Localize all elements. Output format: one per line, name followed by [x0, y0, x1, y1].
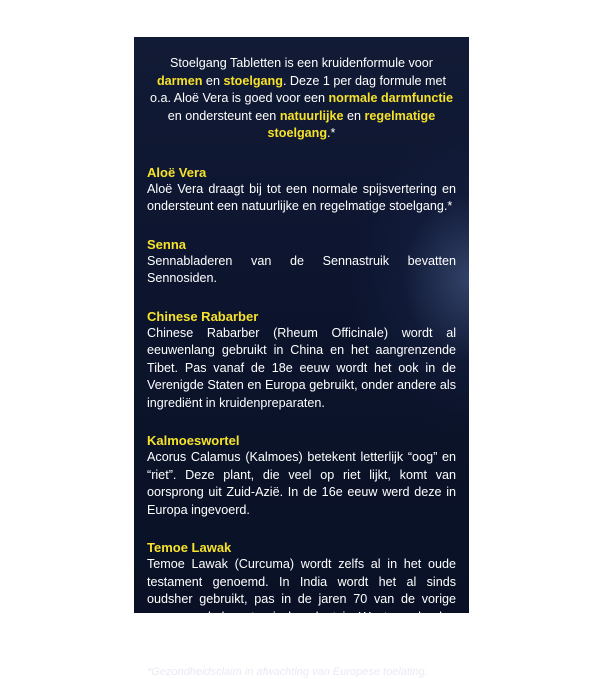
section-body: Chinese Rabarber (Rheum Officinale) wordt al eeuwenlang gebruikt in China en het aangrenzende Tibet. Pas vanaf de 18e eeuw wordt het ook in de Verenigde Staten en Europa gebruikt, onder andere als ingrediënt in kruidenpreparaten. [147, 325, 456, 410]
highlight-regelmatige-stoelgang: regelmatige stoelgang [267, 108, 436, 140]
highlight-natuurlijke: natuurlijke [279, 108, 344, 123]
section-temoe-lawak [147, 540, 456, 644]
highlight-normale-darmfunctie: normale darmfunctie [328, 91, 454, 105]
section-body: Acorus Calamus (Kalmoes) betekent letterlijk “oog” en “riet”. Deze plant, die veel op riet lijkt, komt van oorsprong uit Zuid-Azië. In de 16e eeuw werd deze in Europa ingevoerd. [147, 450, 456, 517]
intro-text-part: .* [327, 126, 336, 140]
section-title: Chinese Rabarber [147, 308, 259, 324]
section-chinese-rabarber [147, 309, 456, 413]
intro-text-part: en [202, 73, 224, 88]
intro-text-part: Stoelgang Tabletten is een kruidenformule voor [169, 56, 433, 70]
highlight-stoelgang: stoelgang [223, 73, 283, 88]
section-senna [147, 237, 456, 288]
section-body: Temoe Lawak (Curcuma) wordt zelfs al in het oude testament genoemd. In India wordt het al sinds oudsher gebruikt, pas in de jaren 70 van de vorige eeuw werd deze tropische plant in Westerse landen ontdekt. [147, 557, 456, 641]
intro-text-part: . Deze 1 per dag formule met o.a. Aloë Vera is goed voor een [149, 73, 447, 105]
intro-text [147, 55, 456, 143]
health-claim-footnote: *Gezondheidsclaim in afwachting van Europese toelating. [147, 665, 428, 678]
section-body: Sennabladeren van de Sennastruik bevatten Sennosiden. [147, 253, 456, 285]
section-body: Aloë Vera draagt bij tot een normale spijsvertering en ondersteunt een natuurlijke en regelmatige stoelgang.* [147, 181, 456, 213]
section-aloe-vera [147, 165, 456, 216]
highlight-darmen: darmen [156, 73, 203, 88]
section-title: Temoe Lawak [147, 540, 232, 555]
product-info-panel [134, 37, 469, 678]
section-title: Kalmoeswortel [147, 433, 240, 448]
intro-text-part: en ondersteunt een [167, 108, 280, 123]
section-kalmoeswortel [147, 433, 456, 519]
section-title: Aloë Vera [147, 164, 207, 180]
intro-text-part: en [343, 108, 365, 123]
section-title: Senna [147, 236, 187, 252]
